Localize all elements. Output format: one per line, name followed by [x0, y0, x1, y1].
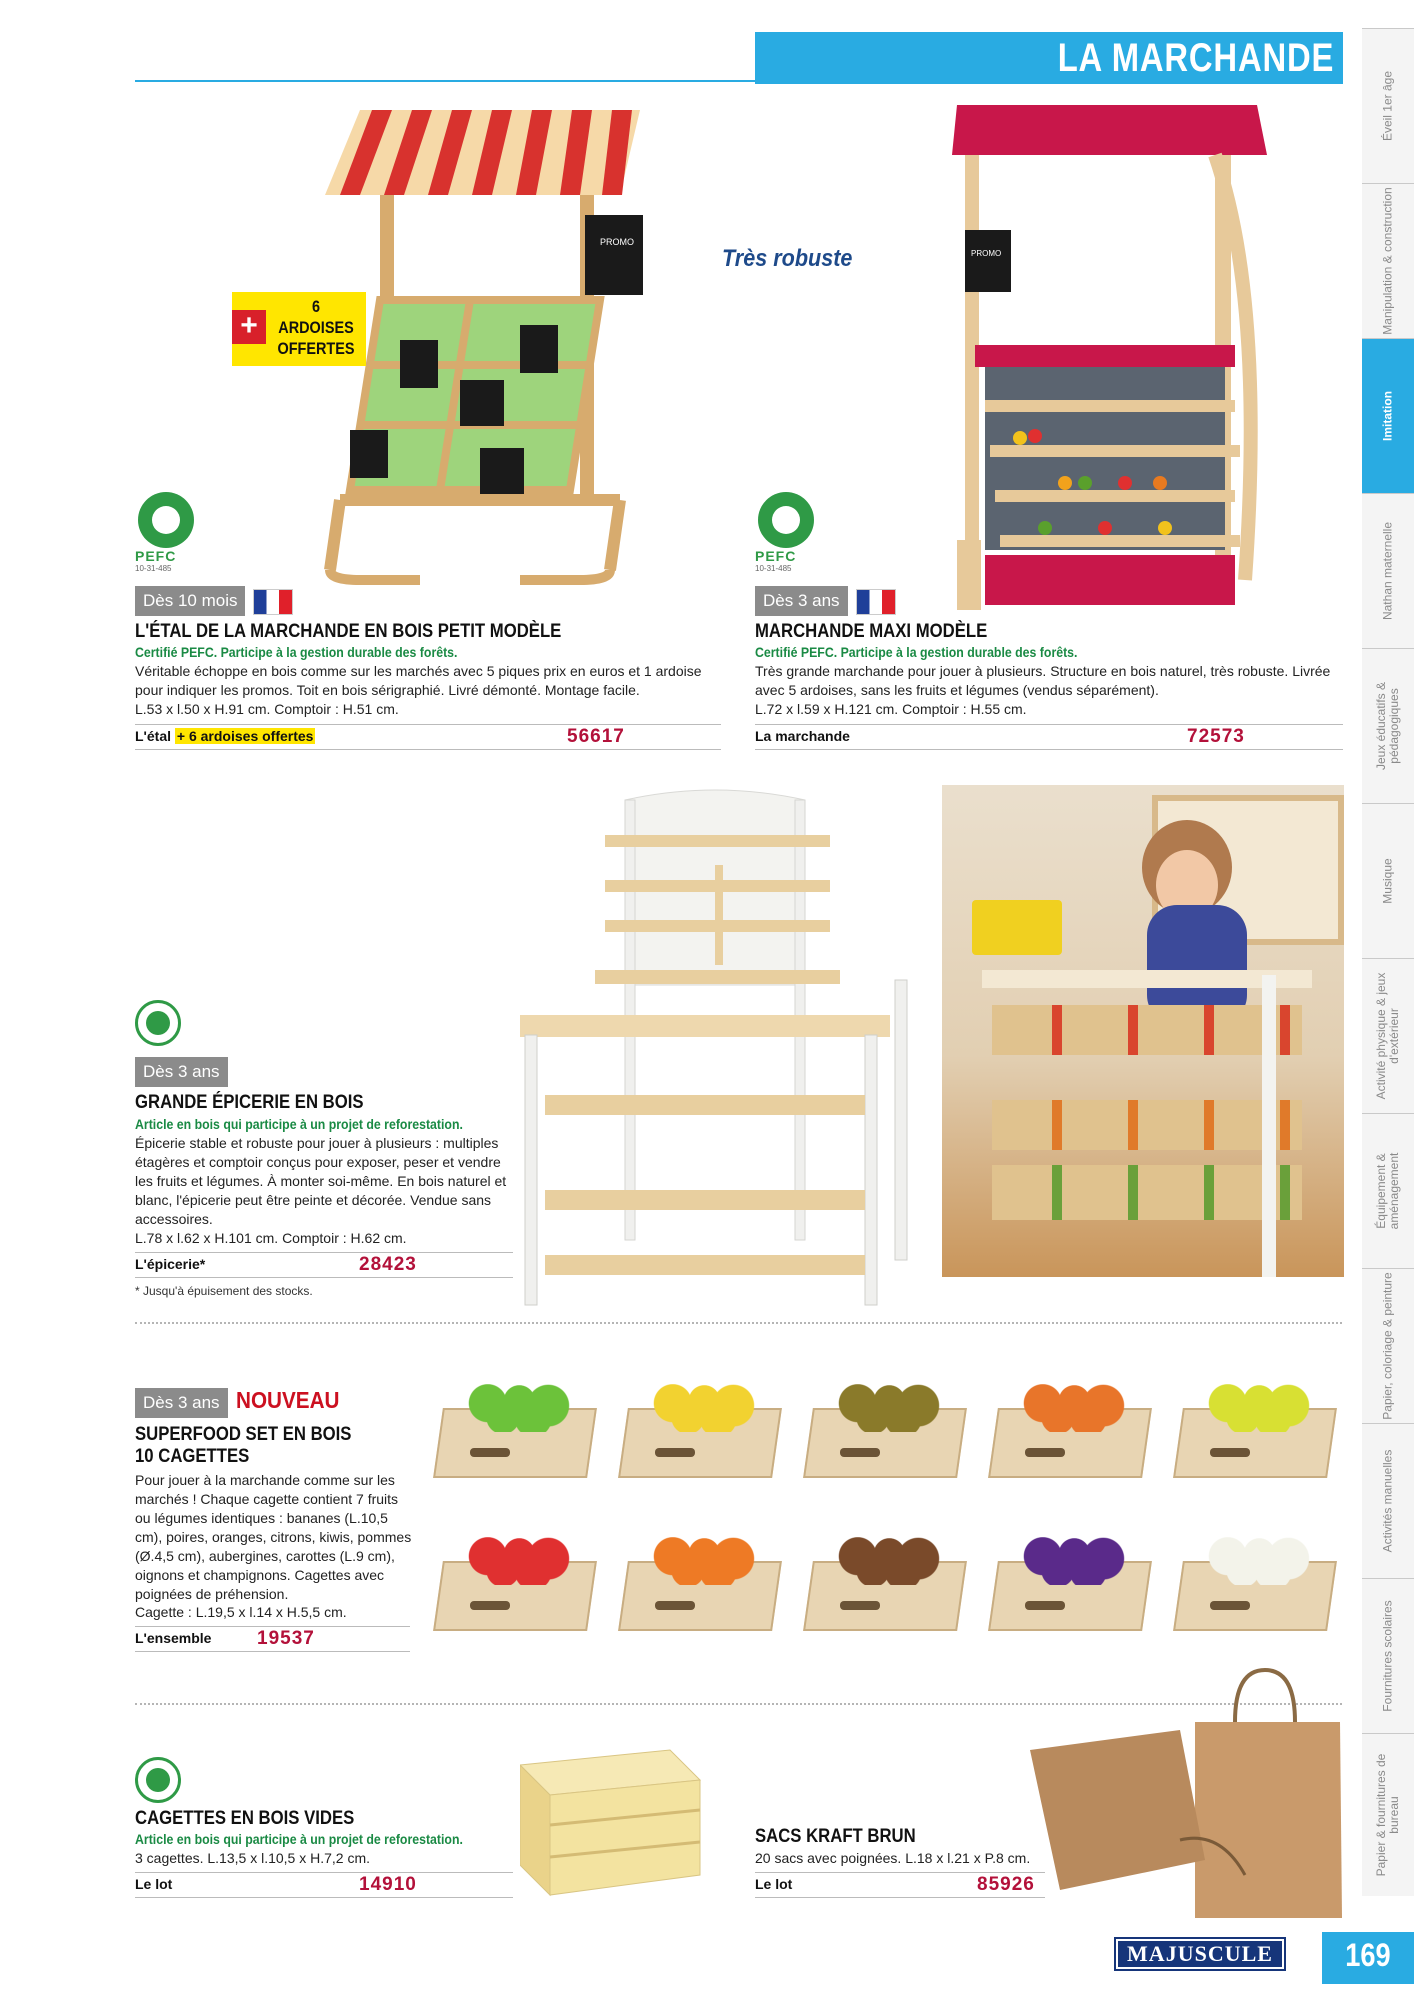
section-tabs — [1362, 28, 1414, 1896]
etal-description: Véritable échoppe en bois comme sur les marchés avec 5 piques prix en euros et 1 ardoise pour indiquer les promos. Toit en bois sérigraphié. Livré démonté. Montage facile. — [135, 663, 702, 698]
eco-tree-icon — [135, 1000, 181, 1046]
crate-carrots — [985, 1372, 1153, 1484]
maxi-age-row — [755, 586, 896, 616]
epicerie-certification: Article en bois qui participe à un projet de reforestation. — [135, 1116, 463, 1132]
age-badge: Dès 10 mois — [135, 586, 245, 616]
page-title: LA MARCHANDE — [1057, 36, 1334, 80]
epicerie-footnote: * Jusqu'à épuisement des stocks. — [135, 1284, 313, 1298]
epicerie-reference[interactable]: 28423 — [359, 1254, 417, 1275]
etal-reference[interactable]: 56617 — [567, 726, 625, 747]
crate-onions — [1170, 1525, 1338, 1637]
crate-lemons — [1170, 1372, 1338, 1484]
promo-sticker — [232, 292, 366, 366]
maxi-dimensions: L.72 x l.59 x H.121 cm. Comptoir : H.55 cm. — [755, 701, 1027, 717]
photo-crates-top — [992, 1005, 1302, 1055]
epicerie-child-photo — [942, 785, 1344, 1277]
etal-title: L'ÉTAL DE LA MARCHANDE EN BOIS PETIT MODÈLE — [135, 621, 562, 642]
superfood-title-line-1: SUPERFOOD SET EN BOIS — [135, 1424, 352, 1445]
tab-eveil[interactable] — [1362, 28, 1414, 183]
sacs-reference[interactable]: 85926 — [977, 1874, 1035, 1895]
maxi-certification: Certifié PEFC. Participe à la gestion durable des forêts. — [755, 644, 1078, 660]
plus-icon: + — [232, 310, 266, 344]
photo-crates-mid — [992, 1100, 1302, 1150]
sacs-product-image — [1030, 1660, 1342, 1922]
age-badge: Dès 3 ans — [135, 1057, 228, 1087]
epicerie-description: Épicerie stable et robuste pour jouer à plusieurs : multiples étagères et comptoir conçus pour exposer, peser et vendre les fruits et légumes. À monter soi-même. En bois naturel et blanc, l'épicerie peut être peinte et décorée. Vendue sans accessoires. — [135, 1135, 507, 1227]
brand-logo: MAJUSCULE — [1116, 1939, 1284, 1969]
epicerie-product-image — [515, 785, 935, 1325]
tab-label: Papier & fournitures de bureau — [1374, 1753, 1401, 1877]
sticker-line-1: 6 — [311, 297, 321, 316]
cagettes-line-label: Le lot — [135, 1876, 173, 1892]
superfood-title — [135, 1424, 351, 1468]
etal-line-label: L'étal — [135, 728, 172, 744]
maxi-description: Très grande marchande pour jouer à plusieurs. Structure en bois naturel, très robuste. Livrée avec 5 ardoises, sans les fruits et légumes (vendus séparément). — [755, 663, 1331, 698]
crate-mushrooms — [800, 1525, 968, 1637]
pefc-text: PEFC — [755, 548, 797, 564]
tab-musique[interactable] — [1362, 803, 1414, 958]
sticker-line-2: ARDOISES — [278, 318, 354, 337]
page-number: 169 — [1345, 1937, 1391, 1973]
superfood-price-line — [135, 1626, 410, 1652]
sacs-line-label: Le lot — [755, 1876, 793, 1892]
age-badge: Dès 3 ans — [135, 1388, 228, 1418]
cagettes-product-image — [520, 1745, 705, 1905]
photo-crates-bottom — [992, 1165, 1302, 1220]
sacs-title: SACS KRAFT BRUN — [755, 1826, 916, 1847]
tab-imitation[interactable] — [1362, 338, 1414, 493]
tab-label: Équipement & aménagement — [1374, 1152, 1401, 1230]
tab-activite-physique[interactable] — [1362, 958, 1414, 1113]
epicerie-age-row — [135, 1057, 228, 1087]
superfood-reference[interactable]: 19537 — [257, 1628, 315, 1649]
pefc-tree-icon — [138, 492, 194, 548]
pefc-logo — [755, 492, 817, 572]
tab-label: Papier, coloriage & peinture — [1380, 1272, 1395, 1420]
pefc-logo — [135, 492, 197, 572]
tab-label: Éveil 1er âge — [1380, 70, 1395, 142]
pefc-text: PEFC — [135, 548, 177, 564]
etal-product-image — [320, 100, 650, 610]
photo-scale — [972, 900, 1062, 955]
maxi-price-line — [755, 724, 1343, 750]
etal-promo-sign: PROMO — [600, 237, 635, 247]
crate-apples — [430, 1525, 598, 1637]
french-flag-icon — [856, 589, 896, 615]
etal-dimensions: L.53 x l.50 x H.91 cm. Comptoir : H.51 cm. — [135, 701, 399, 717]
tab-jeux-educatifs[interactable] — [1362, 648, 1414, 803]
epicerie-dimensions: L.78 x l.62 x H.101 cm. Comptoir : H.62 cm. — [135, 1230, 407, 1246]
pefc-number: 10-31-485 — [135, 564, 172, 573]
tab-label: Activité physique & jeux d'extérieur — [1374, 972, 1401, 1100]
tab-label: Activités manuelles — [1380, 1449, 1395, 1553]
eco-tree-icon — [135, 1757, 181, 1803]
crate-bananas — [615, 1372, 783, 1484]
tab-label: Manipulation & construction — [1380, 187, 1395, 335]
cagettes-description: 3 cagettes. L.13,5 x l.10,5 x H.7,2 cm. — [135, 1850, 371, 1866]
tab-papier-coloriage[interactable] — [1362, 1268, 1414, 1423]
maxi-promo-sign: PROMO — [971, 249, 1002, 258]
tab-fournitures-scolaires[interactable] — [1362, 1578, 1414, 1733]
cagettes-certification: Article en bois qui participe à un projet de reforestation. — [135, 1831, 463, 1847]
maxi-title: MARCHANDE MAXI MODÈLE — [755, 621, 988, 642]
crate-aubergines — [985, 1525, 1153, 1637]
sacs-description: 20 sacs avec poignées. L.18 x l.21 x P.8 cm. — [755, 1850, 1031, 1866]
etal-offer-highlight: + 6 ardoises offertes — [176, 728, 314, 744]
cagettes-price-line — [135, 1872, 513, 1898]
new-badge: NOUVEAU — [236, 1387, 340, 1413]
french-flag-icon — [253, 589, 293, 615]
sacs-price-line — [755, 1872, 1045, 1898]
tab-label: Fournitures scolaires — [1380, 1600, 1395, 1712]
crate-kiwis — [800, 1372, 968, 1484]
superfood-description: Pour jouer à la marchande comme sur les marchés ! Chaque cagette contient 7 fruits ou légumes identiques : bananes (L.10,5 cm), poires, oranges, citrons, kiwis, pommes (Ø.4,5 cm), aubergines, carottes (L.9 cm), oignons et champignons. Cagettes avec poignées de préhension. — [135, 1472, 412, 1602]
etal-certification: Certifié PEFC. Participe à la gestion durable des forêts. — [135, 644, 458, 660]
photo-stand-leg — [1262, 975, 1276, 1277]
tab-label: Imitation — [1380, 391, 1395, 441]
age-badge: Dès 3 ans — [755, 586, 848, 616]
pefc-number: 10-31-485 — [755, 564, 792, 573]
tab-label: Nathan maternelle — [1380, 521, 1395, 621]
cagettes-title: CAGETTES EN BOIS VIDES — [135, 1808, 355, 1829]
tab-label: Jeux éducatifs & pédagogiques — [1374, 681, 1401, 771]
sticker-line-3: OFFERTES — [277, 339, 355, 358]
epicerie-title: GRANDE ÉPICERIE EN BOIS — [135, 1092, 364, 1113]
pefc-tree-icon — [758, 492, 814, 548]
superfood-line-label: L'ensemble — [135, 1630, 212, 1646]
etal-price-line — [135, 724, 721, 750]
epicerie-line-label: L'épicerie* — [135, 1256, 206, 1272]
dotted-separator — [135, 1322, 1342, 1324]
cagettes-reference[interactable]: 14910 — [359, 1874, 417, 1895]
maxi-reference[interactable]: 72573 — [1187, 726, 1245, 747]
header-rule — [135, 80, 755, 82]
etal-age-row — [135, 586, 293, 616]
tab-activites-manuelles[interactable] — [1362, 1423, 1414, 1578]
tres-robuste-callout: Très robuste — [722, 245, 853, 272]
crate-oranges — [615, 1525, 783, 1637]
crate-pears — [430, 1372, 598, 1484]
tab-label: Musique — [1380, 858, 1395, 904]
superfood-title-line-2: 10 CAGETTES — [135, 1446, 250, 1467]
superfood-age-row — [135, 1387, 351, 1418]
tab-equipement[interactable] — [1362, 1113, 1414, 1268]
maxi-product-image — [945, 100, 1275, 620]
tab-manipulation[interactable] — [1362, 183, 1414, 338]
epicerie-price-line — [135, 1252, 513, 1278]
superfood-dimensions: Cagette : L.19,5 x l.14 x H.5,5 cm. — [135, 1604, 347, 1620]
tab-papier-bureau[interactable] — [1362, 1733, 1414, 1896]
maxi-line-label: La marchande — [755, 728, 850, 744]
tab-nathan[interactable] — [1362, 493, 1414, 648]
